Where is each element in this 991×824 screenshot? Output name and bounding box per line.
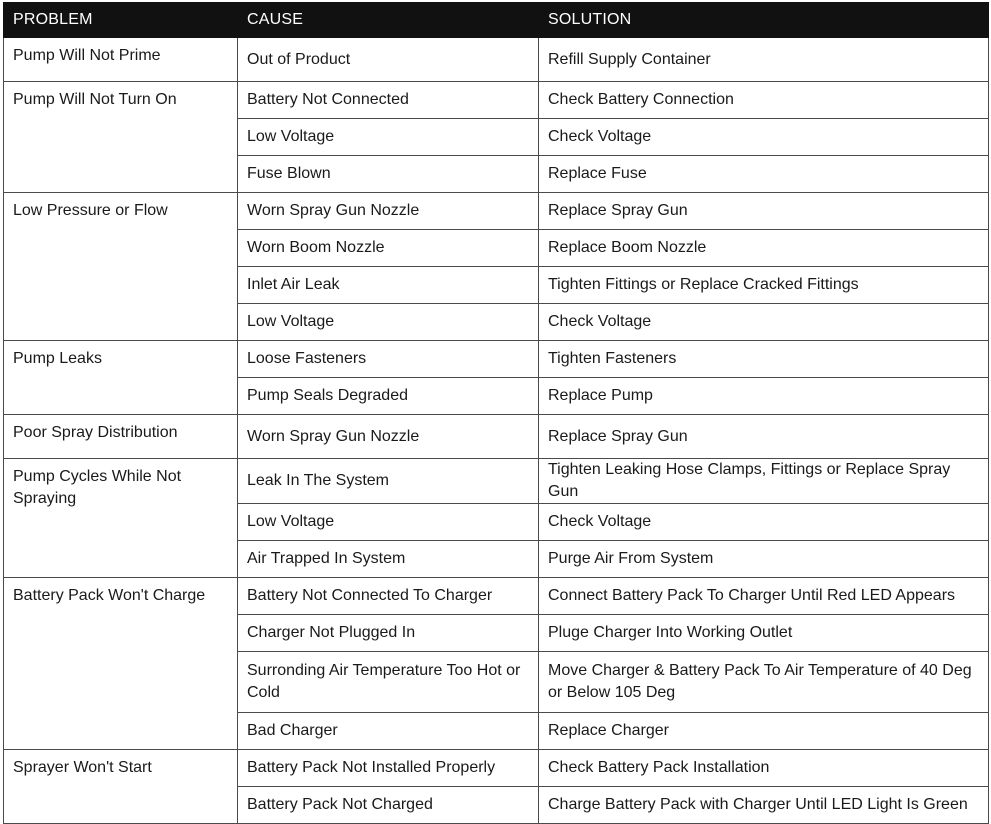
solution-cell: Replace Spray Gun	[539, 193, 989, 230]
cause-cell: Pump Seals Degraded	[238, 378, 539, 415]
solution-cell: Tighten Fasteners	[539, 341, 989, 378]
cause-cell: Air Trapped In System	[238, 541, 539, 578]
cause-cell: Low Voltage	[238, 504, 539, 541]
table-row	[4, 578, 989, 615]
problem-cell: Low Pressure or Flow	[4, 193, 238, 341]
cause-cell: Loose Fasteners	[238, 341, 539, 378]
solution-cell: Check Battery Connection	[539, 82, 989, 119]
problem-cell: Pump Leaks	[4, 341, 238, 415]
solution-cell: Connect Battery Pack To Charger Until Red LED Appears	[539, 578, 989, 615]
table-header	[4, 3, 989, 38]
header-cause: CAUSE	[238, 3, 539, 38]
solution-cell: Replace Pump	[539, 378, 989, 415]
cause-cell: Out of Product	[238, 38, 539, 82]
table-row	[4, 341, 989, 378]
problem-cell: Pump Will Not Turn On	[4, 82, 238, 193]
cause-cell: Low Voltage	[238, 119, 539, 156]
cause-cell: Battery Pack Not Charged	[238, 787, 539, 824]
table-body	[4, 38, 989, 824]
cause-cell: Battery Not Connected	[238, 82, 539, 119]
solution-cell: Check Voltage	[539, 119, 989, 156]
solution-cell: Check Voltage	[539, 504, 989, 541]
cause-cell: Charger Not Plugged In	[238, 615, 539, 652]
troubleshooting-table	[3, 2, 989, 824]
header-problem: PROBLEM	[4, 3, 238, 38]
cause-cell: Battery Not Connected To Charger	[238, 578, 539, 615]
solution-cell: Replace Fuse	[539, 156, 989, 193]
solution-cell: Tighten Leaking Hose Clamps, Fittings or Replace Spray Gun	[539, 459, 989, 504]
cause-cell: Low Voltage	[238, 304, 539, 341]
solution-cell: Replace Boom Nozzle	[539, 230, 989, 267]
troubleshooting-table-container	[3, 2, 988, 824]
header-solution: SOLUTION	[539, 3, 989, 38]
cause-cell: Worn Spray Gun Nozzle	[238, 415, 539, 459]
solution-cell: Check Voltage	[539, 304, 989, 341]
solution-cell: Pluge Charger Into Working Outlet	[539, 615, 989, 652]
problem-cell: Pump Will Not Prime	[4, 38, 238, 82]
solution-cell: Check Battery Pack Installation	[539, 750, 989, 787]
problem-cell: Battery Pack Won't Charge	[4, 578, 238, 750]
problem-cell: Sprayer Won't Start	[4, 750, 238, 824]
cause-cell: Leak In The System	[238, 459, 539, 504]
cause-cell: Bad Charger	[238, 713, 539, 750]
table-row	[4, 82, 989, 119]
table-row	[4, 193, 989, 230]
solution-cell: Charge Battery Pack with Charger Until LED Light Is Green	[539, 787, 989, 824]
header-row	[4, 3, 989, 38]
cause-cell: Worn Spray Gun Nozzle	[238, 193, 539, 230]
table-row	[4, 38, 989, 82]
solution-cell: Refill Supply Container	[539, 38, 989, 82]
solution-cell: Replace Spray Gun	[539, 415, 989, 459]
solution-cell: Purge Air From System	[539, 541, 989, 578]
cause-cell: Battery Pack Not Installed Properly	[238, 750, 539, 787]
cause-cell: Inlet Air Leak	[238, 267, 539, 304]
solution-cell: Tighten Fittings or Replace Cracked Fittings	[539, 267, 989, 304]
solution-cell: Replace Charger	[539, 713, 989, 750]
table-row	[4, 750, 989, 787]
problem-cell: Poor Spray Distribution	[4, 415, 238, 459]
cause-cell: Worn Boom Nozzle	[238, 230, 539, 267]
cause-cell: Surronding Air Temperature Too Hot or Cold	[238, 652, 539, 713]
table-row	[4, 415, 989, 459]
cause-cell: Fuse Blown	[238, 156, 539, 193]
problem-cell: Pump Cycles While Not Spraying	[4, 459, 238, 578]
table-row	[4, 459, 989, 504]
solution-cell: Move Charger & Battery Pack To Air Temperature of 40 Deg or Below 105 Deg	[539, 652, 989, 713]
